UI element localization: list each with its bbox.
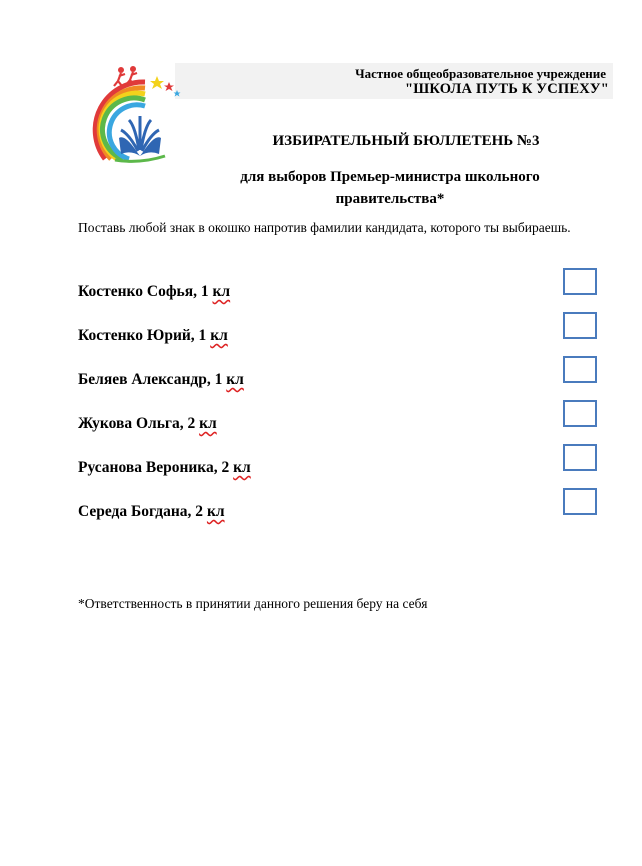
candidate-row	[78, 265, 613, 309]
candidate-row	[78, 441, 613, 485]
candidate-row	[78, 353, 613, 397]
vote-checkbox[interactable]	[563, 444, 597, 471]
footnote: *Ответственность в принятии данного решения беру на себя	[78, 596, 428, 611]
candidate-row	[78, 397, 613, 441]
candidate-name: Беляев Александр, 1 кл	[78, 371, 244, 388]
candidate-name: Костенко Софья, 1 кл	[78, 283, 231, 300]
vote-checkbox[interactable]	[563, 488, 597, 515]
candidate-row	[78, 485, 613, 529]
candidate-name: Середа Богдана, 2 кл	[78, 503, 225, 520]
ballot-subtitle: для выборов Премьер-министра школьного правительства*	[240, 169, 540, 207]
vote-checkbox[interactable]	[563, 312, 597, 339]
vote-checkbox[interactable]	[563, 268, 597, 295]
candidate-name: Костенко Юрий, 1 кл	[78, 327, 228, 344]
ballot-instructions: Поставь любой знак в окошко напротив фамилии кандидата, которого ты выбираешь.	[78, 220, 571, 235]
candidate-row	[78, 309, 613, 353]
organization-name: "ШКОЛА ПУТЬ К УСПЕХУ"	[405, 81, 609, 97]
organization-type: Частное общеобразовательное учреждение	[355, 66, 606, 81]
vote-checkbox[interactable]	[563, 400, 597, 427]
candidate-list	[78, 265, 613, 529]
candidate-name: Русанова Вероника, 2 кл	[78, 459, 251, 476]
candidate-name: Жукова Ольга, 2 кл	[78, 415, 217, 432]
vote-checkbox[interactable]	[563, 356, 597, 383]
school-rainbow-book-logo-icon	[85, 64, 195, 169]
ballot-title: ИЗБИРАТЕЛЬНЫЙ БЮЛЛЕТЕНЬ №3	[272, 133, 540, 149]
